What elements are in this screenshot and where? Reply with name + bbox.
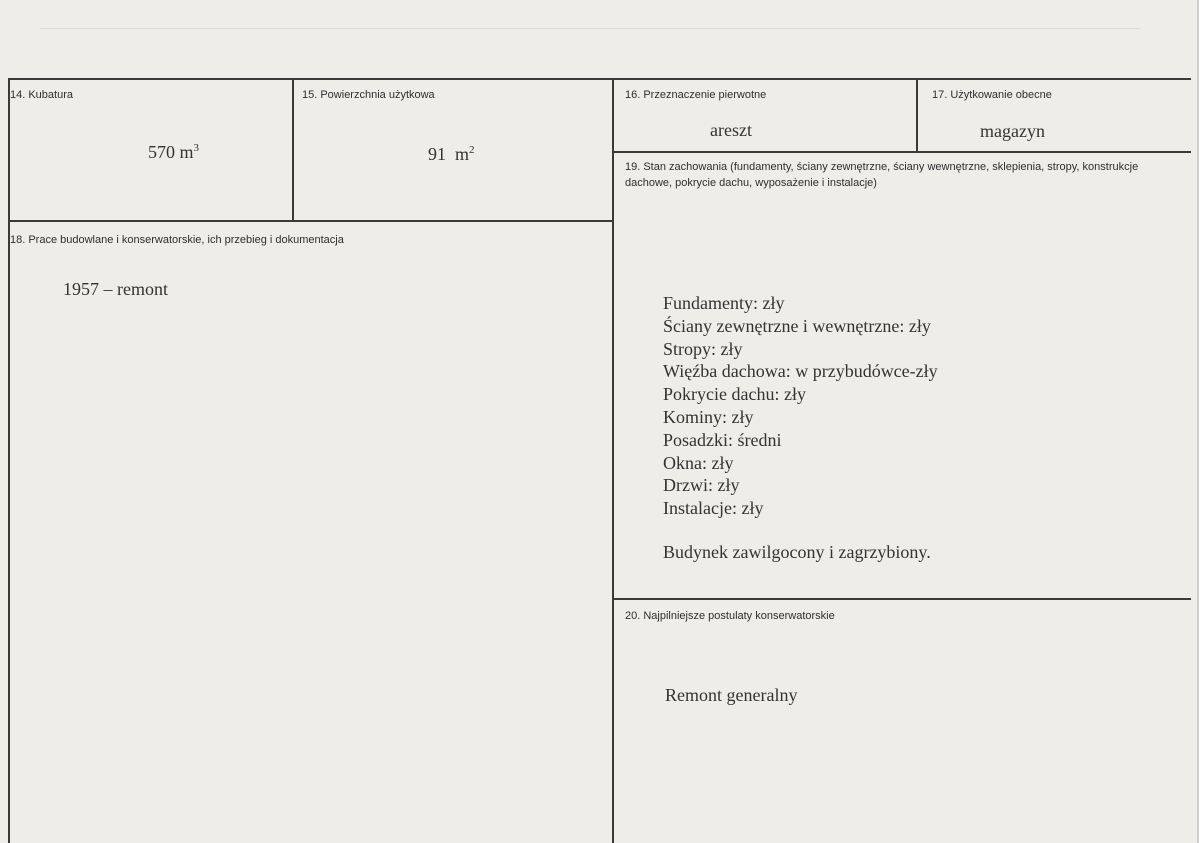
rule-field20 — [614, 598, 1191, 600]
field-14-label: 14. Kubatura — [10, 89, 73, 101]
field-17-label: 17. Użytkowanie obecne — [932, 89, 1052, 101]
condition-item: Posadzki: średni — [663, 429, 782, 450]
rule-v-left — [8, 78, 10, 843]
condition-note: Budynek zawilgocony i zagrzybiony. — [663, 542, 931, 562]
condition-item: Kominy: zły — [663, 406, 754, 427]
rule-row1-right — [614, 151, 1191, 153]
rule-row1-left — [8, 220, 614, 222]
field-16-value: areszt — [710, 120, 752, 140]
condition-item: Pokrycie dachu: zły — [663, 384, 806, 405]
field-20-value: Remont generalny — [665, 685, 798, 705]
condition-item: Stropy: zły — [663, 338, 743, 359]
rule-v-center — [612, 78, 614, 843]
field-20-label: 20. Najpilniejsze postulaty konserwatorskie — [625, 610, 835, 622]
condition-item: Fundamenty: zły — [663, 293, 785, 313]
condition-list — [663, 292, 938, 520]
rule-v-14-15 — [292, 78, 294, 221]
condition-item: Więźba dachowa: w przybudówce-zły — [663, 361, 938, 382]
field-14-number: 570 m — [148, 142, 194, 162]
condition-item: Drzwi: zły — [663, 475, 740, 496]
field-14-value — [148, 141, 199, 163]
condition-item: Okna: zły — [663, 452, 734, 473]
field-18-label: 18. Prace budowlane i konserwatorskie, ich przebieg i dokumentacja — [10, 234, 344, 246]
field-19-label: 19. Stan zachowania (fundamenty, ściany zewnętrzne, ściany wewnętrzne, sklepienia, stropy, konstrukcje dachowe, pokrycie dachu, wyposażenie i instalacje) — [625, 161, 1139, 189]
field-18-value: 1957 – remont — [63, 279, 168, 299]
condition-item: Instalacje: zły — [663, 498, 764, 519]
faint-top-rule — [40, 28, 1140, 29]
rule-v-16-17 — [916, 78, 918, 152]
field-14-exponent: 3 — [193, 142, 200, 154]
field-15-value — [428, 143, 475, 165]
rule-top — [8, 78, 1191, 80]
field-16-label: 16. Przeznaczenie pierwotne — [625, 89, 767, 101]
field-15-number: 91 m — [428, 144, 470, 164]
condition-item: Ściany zewnętrzne i wewnętrzne: zły — [663, 315, 931, 336]
field-15-exponent: 2 — [469, 144, 475, 156]
field-17-value: magazyn — [980, 121, 1045, 141]
field-15-label: 15. Powierzchnia użytkowa — [302, 89, 435, 101]
